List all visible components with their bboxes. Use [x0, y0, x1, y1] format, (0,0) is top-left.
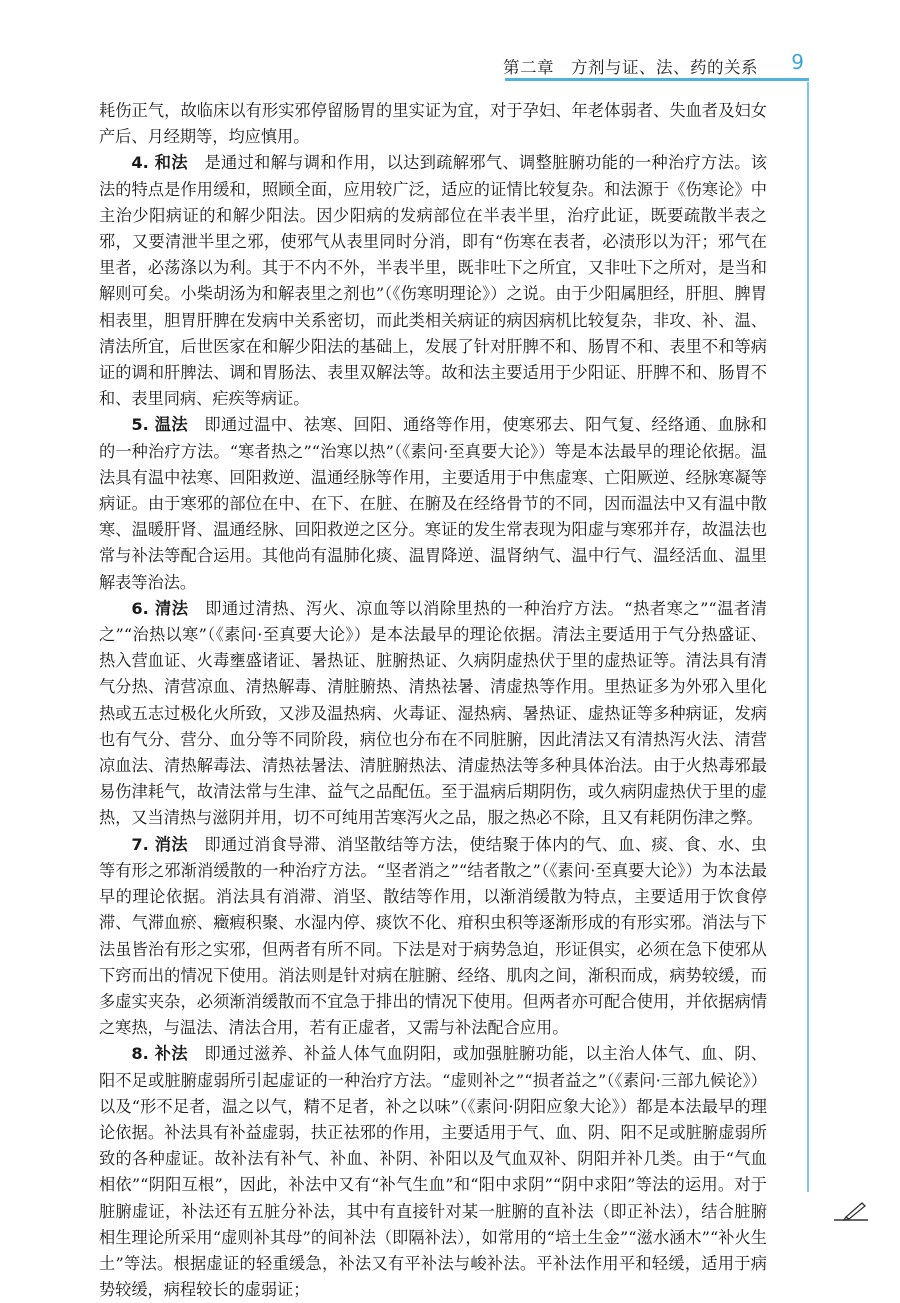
paragraph-text: 即通过清热、泻火、凉血等以消除里热的一种治疗方法。“热者寒之”“温者清之”“治热以寒”（《素问·至真要大论》）是本法最早的理论依据。清法主要适用于气分热盛证、热入营血证、火毒壅盛诸证、暑热证、脏腑热证、久病阴虚热伏于里的虚热证等。清法具有清气分热、清营凉血、清热解毒、清脏腑热、清热祛暑、清虚热等作用。里热证多为外邪入里化热或五志过极化火所致，又涉及温热病、火毒证、湿热病、暑热证、虚热证等多种病证，发病也有气分、营分、血分等不同阶段，病位也分布在不同脏腑，因此清法又有清热泻火法、清营凉血法、清热解毒法、清热祛暑法、清脏腑热法、清虚热法等多种具体治法。由于火热毒邪最易伤津耗气，故清法常与生津、益气之品配伍。至于温病后期阴伤，或久病阴虚热伏于里的虚热，又当清热与滋阴并用，切不可纯用苦寒泻火之品，服之热必不除，且又有耗阴伤津之弊。 — [99, 598, 767, 828]
paragraph-harmonizing-method — [99, 150, 767, 412]
section-heading: 8. 补法 — [131, 1044, 188, 1064]
running-header — [0, 48, 900, 84]
paragraph-continuation — [99, 98, 767, 150]
section-heading: 5. 温法 — [131, 415, 188, 435]
paragraph-dispersing-method — [99, 832, 767, 1042]
body-text — [99, 98, 767, 1303]
section-heading: 4. 和法 — [131, 153, 188, 173]
header-rule — [505, 78, 809, 81]
paragraph-warming-method — [99, 412, 767, 595]
page-number: 9 — [791, 50, 804, 74]
section-heading: 7. 消法 — [131, 834, 188, 854]
chapter-title: 第二章 方剂与证、法、药的关系 — [503, 58, 758, 77]
paragraph-text: 即通过温中、祛寒、回阳、通络等作用，使寒邪去、阳气复、经络通、血脉和的一种治疗方法。“寒者热之”“治寒以热”（《素问·至真要大论》）等是本法最早的理论依据。温法具有温中祛寒、回阳救逆、温通经脉等作用，主要适用于中焦虚寒、亡阳厥逆、经脉寒凝等病证。由于寒邪的部位在中、在下、在脏、在腑及在经络骨节的不同，因而温法中又有温中散寒、温暖肝肾、温通经脉、回阳救逆之区分。寒证的发生常表现为阳虚与寒邪并存，故温法也常与补法等配合运用。其他尚有温肺化痰、温胃降逆、温肾纳气、温中行气、温经活血、温里解表等治法。 — [99, 415, 767, 592]
paragraph-text: 是通过和解与调和作用，以达到疏解邪气、调整脏腑功能的一种治疗方法。该法的特点是作用缓和，照顾全面，应用较广泛，适应的证情比较复杂。和法源于《伤寒论》中主治少阳病证的和解少阳法。因少阳病的发病部位在半表半里，治疗此证，既要疏散半表之邪，又要清泄半里之邪，使邪气从表里同时分消，即有“伤寒在表者，必渍形以为汗；邪气在里者，必荡涤以为利。其于不内不外，半表半里，既非吐下之所宜，又非吐下之所对，是当和解则可矣。小柴胡汤为和解表里之剂也”（《伤寒明理论》）之说。由于少阳属胆经，肝胆、脾胃相表里，胆胃肝脾在发病中关系密切，而此类相关病证的病因病机比较复杂，非攻、补、温、清法所宜，后世医家在和解少阳法的基础上，发展了针对肝脾不和、肠胃不和、表里不和等病证的调和肝脾法、调和胃肠法、表里双解法等。故和法主要适用于少阳证、肝脾不和、肠胃不和、表里同病、疟疾等病证。 — [99, 153, 767, 409]
paragraph-text: 即通过消食导滞、消坚散结等方法，使结聚于体内的气、血、痰、食、水、虫等有形之邪渐消缓散的一种治疗方法。“坚者消之”“结者散之”（《素问·至真要大论》）为本法最早的理论依据。消法具有消滞、消坚、散结等作用，以渐消缓散为特点，主要适用于饮食停滞、气滞血瘀、癥瘕积聚、水湿内停、痰饮不化、疳积虫积等逐渐形成的有形实邪。消法与下法虽皆治有形之实邪，但两者有所不同。下法是对于病势急迫，形证俱实，必须在急下使邪从下窍而出的情况下使用。消法则是针对病在脏腑、经络、肌肉之间，渐积而成，病势较缓，而多虚实夹杂，必须渐消缓散而不宜急于排出的情况下使用。但两者亦可配合使用，并依据病情之寒热，与温法、清法合用，若有正虚者，又需与补法配合应用。 — [99, 834, 767, 1038]
paragraph-clearing-method — [99, 596, 767, 832]
paragraph-tonifying-method — [99, 1041, 767, 1303]
section-heading: 6. 清法 — [131, 598, 189, 618]
note-pen-icon — [832, 1200, 870, 1222]
paragraph-text: 即通过滋养、补益人体气血阴阳，或加强脏腑功能，以主治人体气、血、阴、阳不足或脏腑虚弱所引起虚证的一种治疗方法。“虚则补之”“损者益之”（《素问·三部九候论》）以及“形不足者，温之以气，精不足者，补之以味”（《素问·阴阳应象大论》）都是本法最早的理论依据。补法具有补益虚弱，扶正祛邪的作用，主要适用于气、血、阴、阳不足或脏腑虚弱所致的各种虚证。故补法有补气、补血、补阴、补阳以及气血双补、阴阳并补几类。由于“气血相依”“阴阳互根”，因此，补法中又有“补气生血”和“阳中求阴”“阴中求阳”等法的运用。对于脏腑虚证，补法还有五脏分补法，其中有直接针对某一脏腑的直补法（即正补法），结合脏腑相生理论所采用“虚则补其母”的间补法（即隔补法），如常用的“培土生金”“滋水涵木”“补火生土”等法。根据虚证的轻重缓急，补法又有平补法与峻补法。平补法作用平和轻缓，适用于病势较缓，病程较长的虚弱证； — [99, 1044, 767, 1300]
paragraph-text: 耗伤正气，故临床以有形实邪停留肠胃的里实证为宜，对于孕妇、年老体弱者、失血者及妇女产后、月经期等，均应慎用。 — [99, 101, 767, 147]
margin-rule — [807, 82, 809, 1192]
